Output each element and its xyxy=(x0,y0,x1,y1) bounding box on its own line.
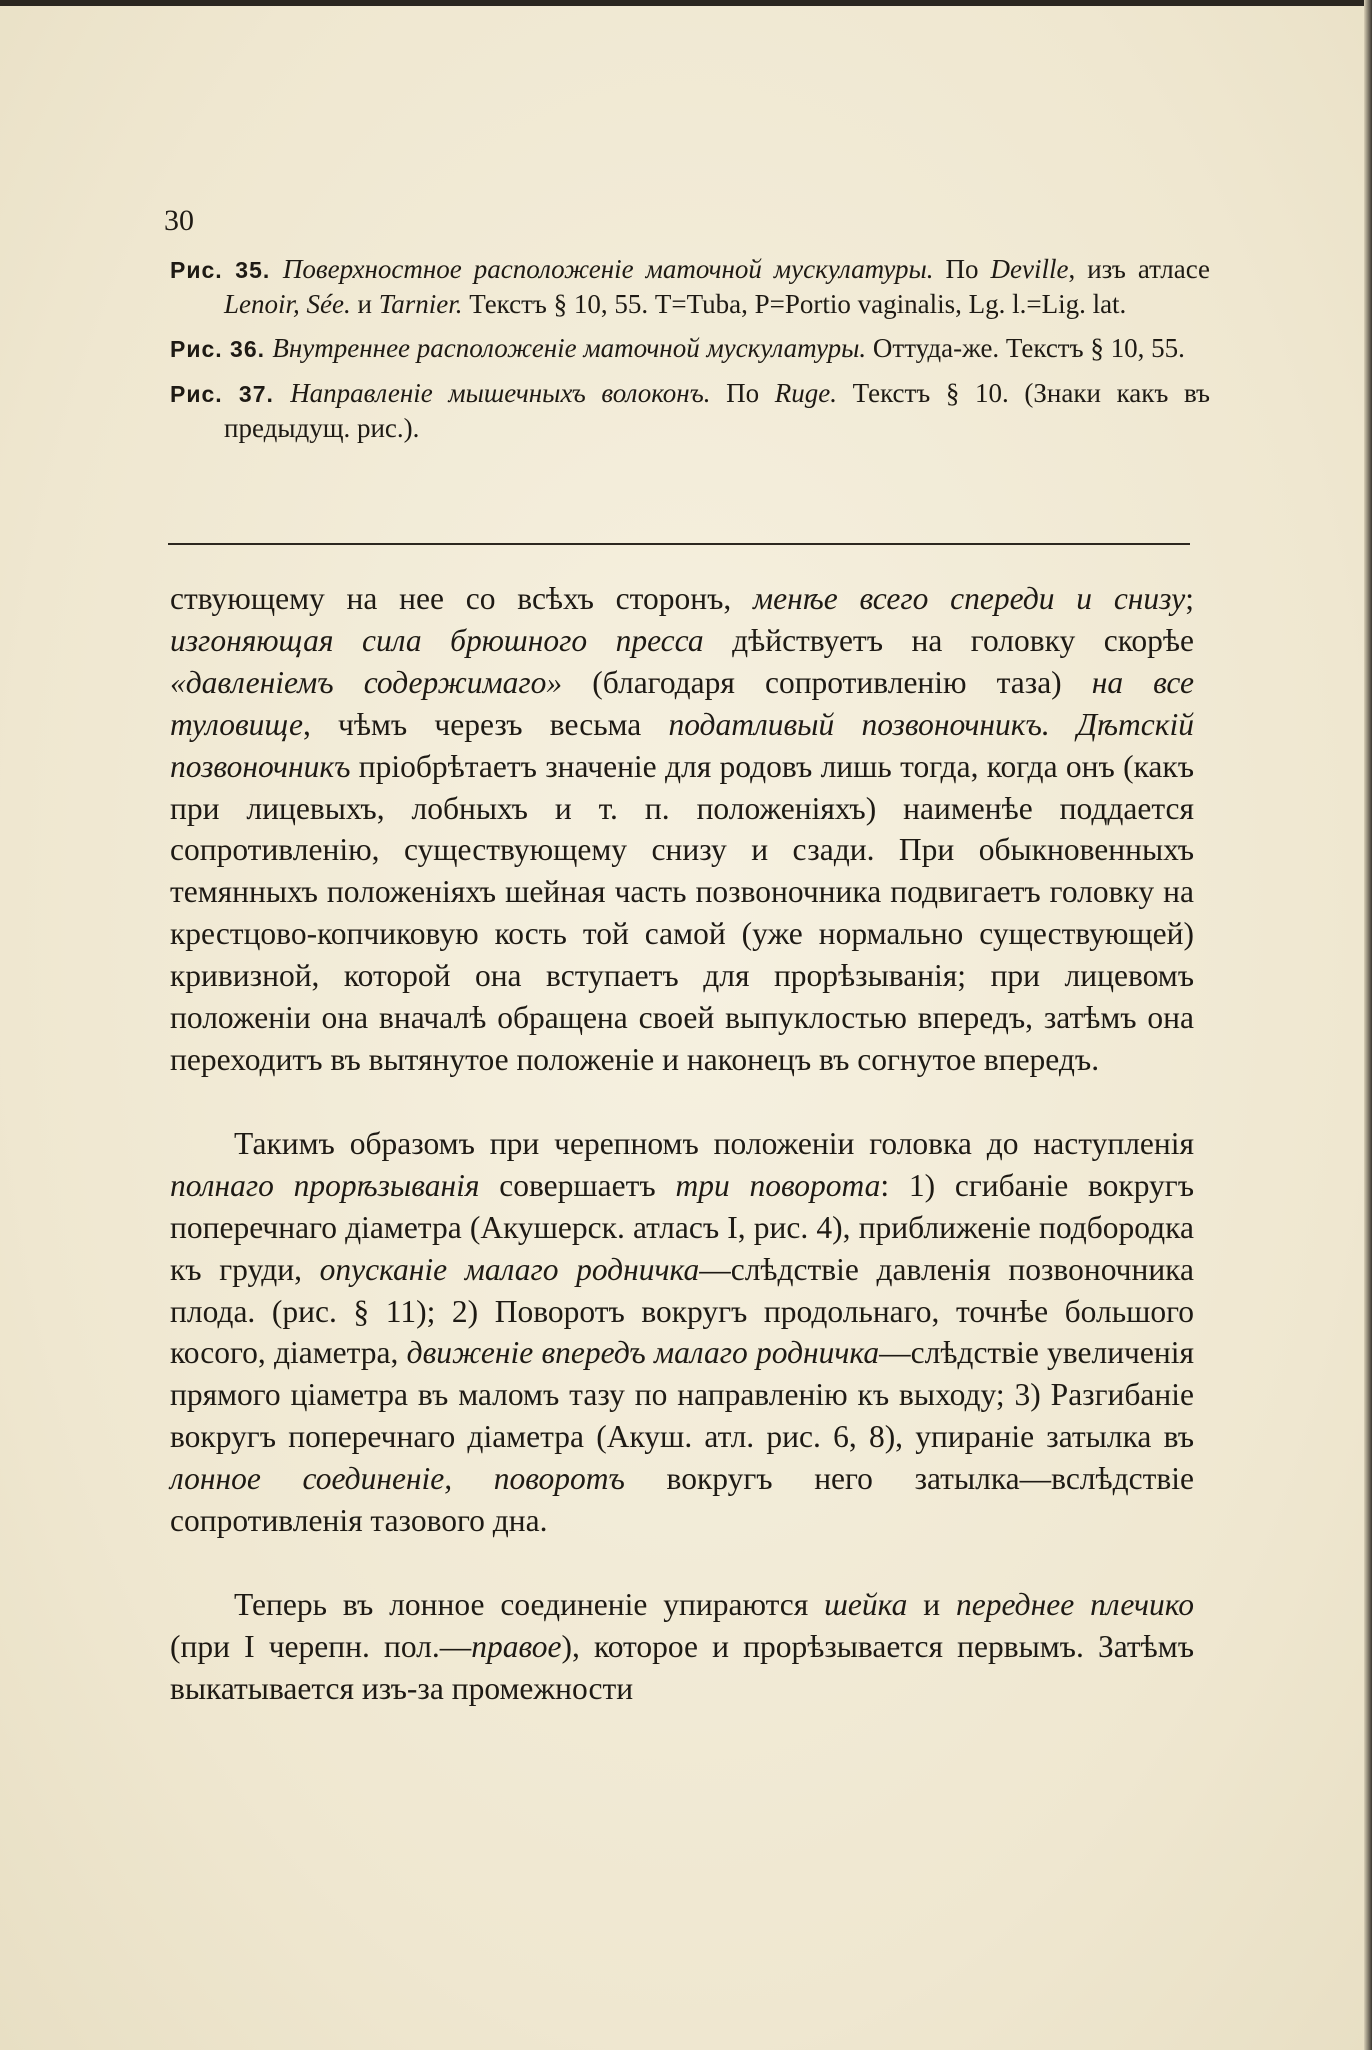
italic-text: Deville xyxy=(990,254,1069,284)
text-run: пріобрѣтаетъ значеніе для родовъ лишь тогда, когда онъ (какъ при лицевыхъ, лобныхъ и т. п. положеніяхъ) наименѣе поддается сопротивленію, существующему снизу и сзади. При обыкновенныхъ темянныхъ положеніяхъ шейная часть позвоночника подвигаетъ головку на крестцово-копчиковую кость той самой (уже нормально существующей) кривизной, которой она вступаетъ для прорѣзыванія; при лицевомъ положеніи она вначалѣ обращена своей выпуклостью впередъ, затѣмъ она переходитъ въ вытянутое положеніе и наконецъ въ согнутое впередъ. xyxy=(170,748,1194,1077)
figure-label: Рис. 37. xyxy=(170,381,291,407)
italic-text: Внутреннее расположеніе маточной мускулатуры. xyxy=(272,333,867,363)
text-run: По xyxy=(933,254,991,284)
top-edge xyxy=(0,0,1372,6)
italic-text: Lenoir, Sée. xyxy=(224,289,351,319)
page-number: 30 xyxy=(164,204,194,237)
text-run: ), которое и прорѣзывается первымъ. Затѣмъ выкатывается изъ-за промежности xyxy=(170,1628,1194,1706)
italic-text: «давленіемъ содержимаго» xyxy=(170,664,563,700)
text-run: (благодаря сопротивленію таза) xyxy=(562,664,1092,700)
figure-label: Рис. 36. xyxy=(170,336,273,362)
paragraph xyxy=(170,1584,1194,1710)
text-run: , чѣмъ черезъ весьма xyxy=(302,706,669,742)
paragraph xyxy=(170,578,1194,1081)
italic-text: движеніе впередъ малаго родничка xyxy=(406,1335,880,1371)
section-divider xyxy=(168,543,1190,545)
italic-text: Направленіе мышечныхъ волоконъ. xyxy=(290,378,711,408)
text-run: —слѣдствіе давленія позвоночника плода. (рис. § 11); 2) Поворотъ вокругъ продольнаго, точнѣе большого косого, діаметра, xyxy=(170,1251,1194,1371)
italic-text: опусканіе малаго родничка xyxy=(319,1251,700,1287)
italic-text: податливый позвоночникъ. Дѣтскій позвоночникъ xyxy=(170,706,1194,784)
text-run: Оттуда-же. Текстъ § 10, 55. xyxy=(866,333,1185,363)
italic-text: правое xyxy=(471,1628,562,1664)
caption-fig-35 xyxy=(170,252,1210,321)
text-run: Теперь въ лонное соединеніе упираются xyxy=(234,1586,825,1622)
text-run: совершаетъ xyxy=(479,1167,676,1203)
text-run: (при I черепн. пол.— xyxy=(170,1628,472,1664)
figure-label: Рис. 35. xyxy=(170,257,283,283)
body-text xyxy=(170,578,1194,1752)
italic-text: переднее плечико xyxy=(956,1586,1195,1622)
italic-text: три поворота xyxy=(675,1167,881,1203)
text-run: Такимъ образомъ при черепномъ положеніи головка до наступленія xyxy=(234,1125,1194,1161)
figure-captions xyxy=(170,252,1210,455)
italic-text: изгоняющая сила брюшного пресса xyxy=(170,622,704,658)
italic-text: Ruge. xyxy=(774,378,837,408)
text-run: Текстъ § 10. (Знаки какъ въ предыдущ. рис.). xyxy=(224,378,1211,443)
text-run: вокругъ него затылка—вслѣдствіе сопротивленія тазового дна. xyxy=(170,1461,1195,1539)
text-run: , изъ атласе xyxy=(1068,254,1210,284)
page-right-edge xyxy=(1364,0,1372,2050)
italic-text: лонное соединеніе, поворотъ xyxy=(170,1461,625,1497)
text-run: По xyxy=(710,378,775,408)
italic-text: шейка xyxy=(824,1586,908,1622)
italic-text: менѣе всего спереди и снизу xyxy=(753,581,1186,616)
text-run: Текстъ § 10, 55. T=Tuba, P=Portio vaginalis, Lg. l.=Lig. lat. xyxy=(462,289,1127,319)
caption-fig-37 xyxy=(170,376,1210,445)
text-run: и xyxy=(907,1586,956,1622)
italic-text: полнаго прорѣзыванія xyxy=(170,1167,480,1203)
text-run: : 1) сгибаніе вокругъ поперечнаго діаметра (Акушерск. атласъ I, рис. 4), приближеніе подбородка къ груди, xyxy=(170,1167,1194,1287)
text-run: —слѣдствіе увеличенія прямого ціаметра въ маломъ тазу по направленію къ выходу; 3) Разгибаніе вокругъ поперечнаго діаметра (Акуш. атл. рис. 6, 8), упираніе затылка въ xyxy=(170,1335,1194,1455)
paragraph xyxy=(170,1123,1194,1542)
italic-text: Tarnier. xyxy=(378,289,463,319)
italic-text: на все туловище xyxy=(170,664,1194,742)
caption-fig-36 xyxy=(170,331,1210,366)
text-run: ствующему на нее со всѣхъ сторонъ, xyxy=(170,581,754,616)
italic-text: Поверхностное расположеніе маточной мускулатуры. xyxy=(282,254,934,284)
text-run: ; xyxy=(1185,581,1194,616)
text-run: дѣйствуетъ на головку скорѣе xyxy=(703,622,1195,658)
text-run: и xyxy=(350,289,379,319)
